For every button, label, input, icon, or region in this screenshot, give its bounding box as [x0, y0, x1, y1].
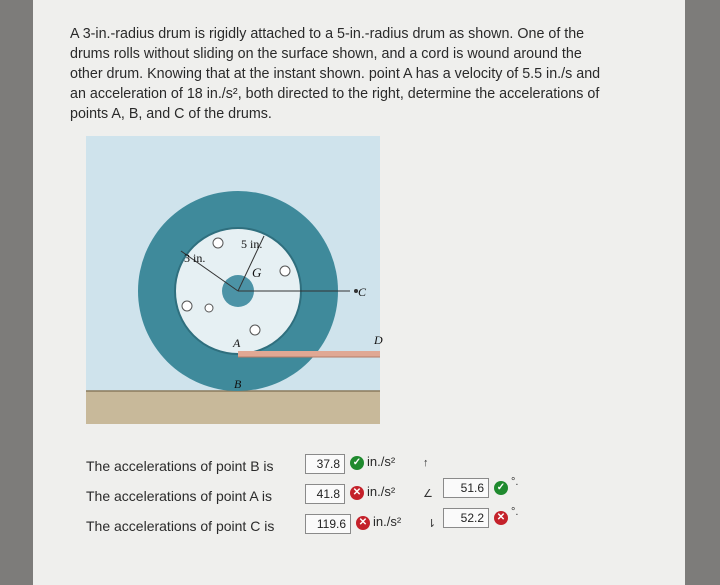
label-b: B — [234, 377, 242, 391]
check-icon: ✓ — [350, 456, 364, 470]
answer-b-input[interactable]: 37.8 — [305, 454, 345, 474]
answer-c-angle-input[interactable]: 52.2 — [443, 508, 489, 528]
label-d: D — [374, 333, 383, 347]
answer-b-unit: in./s² — [367, 454, 396, 469]
answer-a-angle-input[interactable]: 51.6 — [443, 478, 489, 498]
cross-icon: ✕ — [356, 516, 370, 530]
problem-line: points A, B, and C of the drums. — [70, 106, 272, 122]
answer-a-input[interactable]: 41.8 — [305, 484, 345, 504]
answer-label-b: The accelerations of point B is — [86, 458, 274, 474]
problem-line: other drum. Knowing that at the instant shown. point A has a velocity of 5.5 in./s and — [70, 66, 601, 82]
problem-line: drums rolls without sliding on the surface shown, and a cord is wound around the — [70, 46, 582, 62]
cross-icon: ✕ — [350, 486, 364, 500]
check-icon: ✓ — [494, 481, 508, 495]
answer-label-c: The accelerations of point C is — [86, 518, 275, 534]
problem-line: an acceleration of 18 in./s², both directed to the right, determine the accelerations of — [70, 86, 600, 102]
answer-b-direction[interactable]: ↑ — [423, 457, 429, 469]
answer-c-direction[interactable]: ⇂ — [427, 518, 437, 530]
answer-c-input[interactable]: 119.6 — [305, 514, 351, 534]
label-5in: 5 in. — [241, 237, 263, 251]
cross-icon: ✕ — [494, 511, 508, 525]
answer-a-direction[interactable]: ∠ — [423, 488, 433, 500]
answer-a-unit: in./s² — [367, 484, 396, 499]
label-g: G — [252, 265, 262, 280]
label-a: A — [233, 336, 241, 350]
label-3in: 3 in. — [184, 251, 206, 265]
problem-statement — [70, 24, 670, 124]
answer-label-a: The accelerations of point A is — [86, 488, 272, 504]
answer-c-unit: in./s² — [373, 514, 402, 529]
ground — [86, 391, 380, 424]
degree-symbol: °. — [511, 506, 519, 518]
degree-symbol: °. — [511, 476, 519, 488]
drum-figure — [86, 136, 383, 424]
label-c: C — [358, 285, 367, 299]
problem-line: A 3-in.-radius drum is rigidly attached to a 5-in.-radius drum as shown. One of the — [70, 26, 585, 42]
